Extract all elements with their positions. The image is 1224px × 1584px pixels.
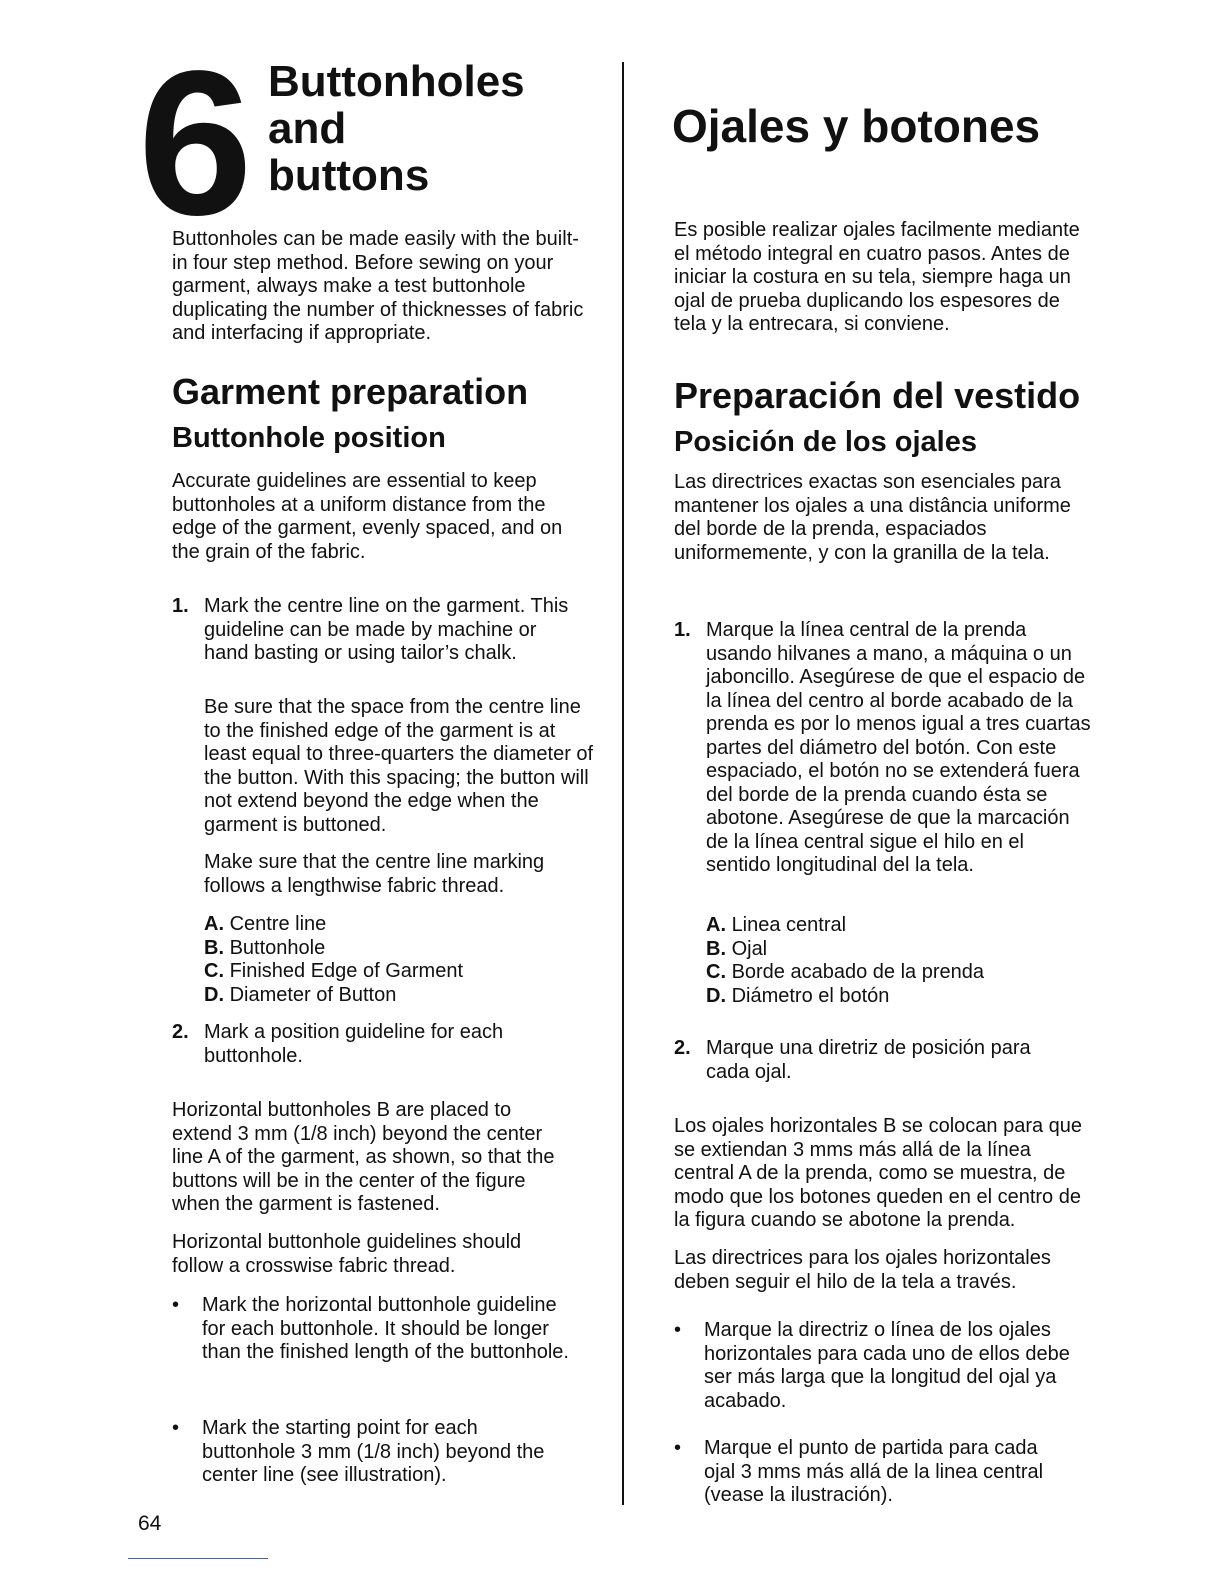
section-heading: Garment preparation — [172, 371, 529, 412]
legend-item: B. Buttonhole — [204, 936, 326, 959]
legend-item: B. Ojal — [706, 937, 768, 960]
section-subheading: Buttonhole position — [172, 422, 446, 454]
legend-item: D. Diameter of Button — [204, 983, 397, 1006]
step-number: 2. — [172, 1021, 189, 1043]
guidelines-paragraph: Accurate guidelines are essential to keep buttonholes at a uniform distance from the edge of the garment, evenly spaced, and on the grain of the fabric. — [172, 470, 563, 563]
legend-list-es — [706, 914, 1096, 1008]
bullet-icon: • — [172, 1294, 180, 1316]
bullet-text: Marque la directriz o línea de los ojales horizontales para cada uno de ellos debe ser más larga que la longitud del ojal ya acabado. — [704, 1319, 1070, 1412]
step-text: Mark a position guideline for each buttonhole. — [204, 1021, 504, 1067]
chapter-title-line: buttons — [268, 151, 430, 200]
horizontal-paragraph-es: Los ojales horizontales B se colocan para que se extiendan 3 mms más allá de la línea central A de la prenda, como se muestra, de modo que los botones queden en el centro de la figura cuando se abotone la prenda. — [674, 1115, 1083, 1231]
bullet-icon: • — [172, 1417, 180, 1439]
step-number: 1. — [172, 595, 189, 617]
section-heading-es: Preparación del vestido — [674, 375, 1081, 416]
bullet-item-es — [674, 1437, 1104, 1512]
page-number: 64 — [138, 1512, 162, 1535]
step-text: Marque una diretriz de posición para cada ojal. — [706, 1037, 1031, 1083]
chapter-title-line: and — [268, 104, 347, 153]
step-1-es — [674, 619, 1104, 899]
horizontal-guidelines-paragraph-es: Las directrices para los ojales horizontales deben seguir el hilo de la tela a través. — [674, 1247, 1051, 1293]
bullet-item — [172, 1294, 592, 1394]
bullet-icon: • — [674, 1437, 682, 1459]
legend-item: A. Linea central — [706, 914, 847, 936]
bullet-item — [172, 1417, 592, 1492]
legend-list — [204, 913, 594, 1007]
legend-item: A. Centre line — [204, 913, 327, 935]
step-text: Marque la línea central de la prenda usando hilvanes a mano, a máquina o un jaboncillo. Asegúrese de que el espacio de la línea del centro al borde acabado de la prenda es por lo menos igual a tres cuartas partes del diámetro del botón. Con este espaciado, el botón no se extenderá fuera del borde de la prenda cuando ésta se abotone. Asegúrese de que la marcación de la línea central sigue el hilo en el sentido longitudinal del la tela. — [706, 619, 1091, 876]
section-subheading-es: Posición de los ojales — [674, 426, 977, 458]
chapter-number: 6 — [138, 28, 247, 258]
bullet-icon: • — [674, 1319, 682, 1341]
chapter-title-line: Buttonholes — [268, 57, 525, 106]
step-1-note-thread: Make sure that the centre line marking follows a lengthwise fabric thread. — [204, 851, 545, 897]
horizontal-guidelines-paragraph: Horizontal buttonhole guidelines should follow a crosswise fabric thread. — [172, 1231, 522, 1277]
step-1 — [172, 595, 592, 675]
intro-paragraph: Buttonholes can be made easily with the built-in four step method. Before sewing on your garment, always make a test buttonhole duplicating the number of thicknesses of fabric and interfacing if appropriate. — [172, 228, 584, 344]
step-text: Mark the centre line on the garment. This guideline can be made by machine or hand basting or using tailor’s chalk. — [204, 595, 569, 664]
bullet-text: Mark the starting point for each buttonhole 3 mm (1/8 inch) beyond the center line (see illustration). — [202, 1417, 545, 1486]
bullet-item-es — [674, 1319, 1104, 1419]
bullet-text: Marque el punto de partida para cada ojal 3 mms más allá de la linea central (vease la ilustración). — [704, 1437, 1044, 1506]
step-2 — [172, 1021, 592, 1071]
step-number: 2. — [674, 1037, 691, 1059]
legend-item: C. Finished Edge of Garment — [204, 960, 464, 982]
chapter-title-es: Ojales y botones — [672, 100, 1041, 152]
footer-rule — [128, 1558, 268, 1559]
step-1-note: Be sure that the space from the centre line to the finished edge of the garment is at least equal to three-quarters the diameter of the button. With this spacing; the button will not extend beyond the edge when the garment is buttoned. — [204, 696, 594, 836]
legend-item: D. Diámetro el botón — [706, 984, 890, 1007]
chapter-title — [268, 58, 525, 199]
bullet-text: Mark the horizontal buttonhole guideline for each buttonhole. It should be longer than the finished length of the buttonhole. — [202, 1294, 569, 1363]
step-number: 1. — [674, 619, 691, 641]
guidelines-paragraph-es: Las directrices exactas son esenciales para mantener los ojales a una distância uniforme del borde de la prenda, espaciados uniformemente, y con la granilla de la tela. — [674, 471, 1071, 564]
step-2-es — [674, 1037, 1104, 1087]
intro-paragraph-es: Es posible realizar ojales facilmente mediante el método integral en cuatro pasos. Antes de iniciar la costura en su tela, siempre haga un ojal de prueba duplicando los espesores de tela y la entrecara, si conviene. — [674, 219, 1080, 335]
legend-item: C. Borde acabado de la prenda — [706, 961, 984, 983]
column-divider — [622, 62, 624, 1505]
horizontal-paragraph: Horizontal buttonholes B are placed to extend 3 mm (1/8 inch) beyond the center line A of the garment, as shown, so that the buttons will be in the center of the figure when the garment is fastened. — [172, 1099, 555, 1215]
